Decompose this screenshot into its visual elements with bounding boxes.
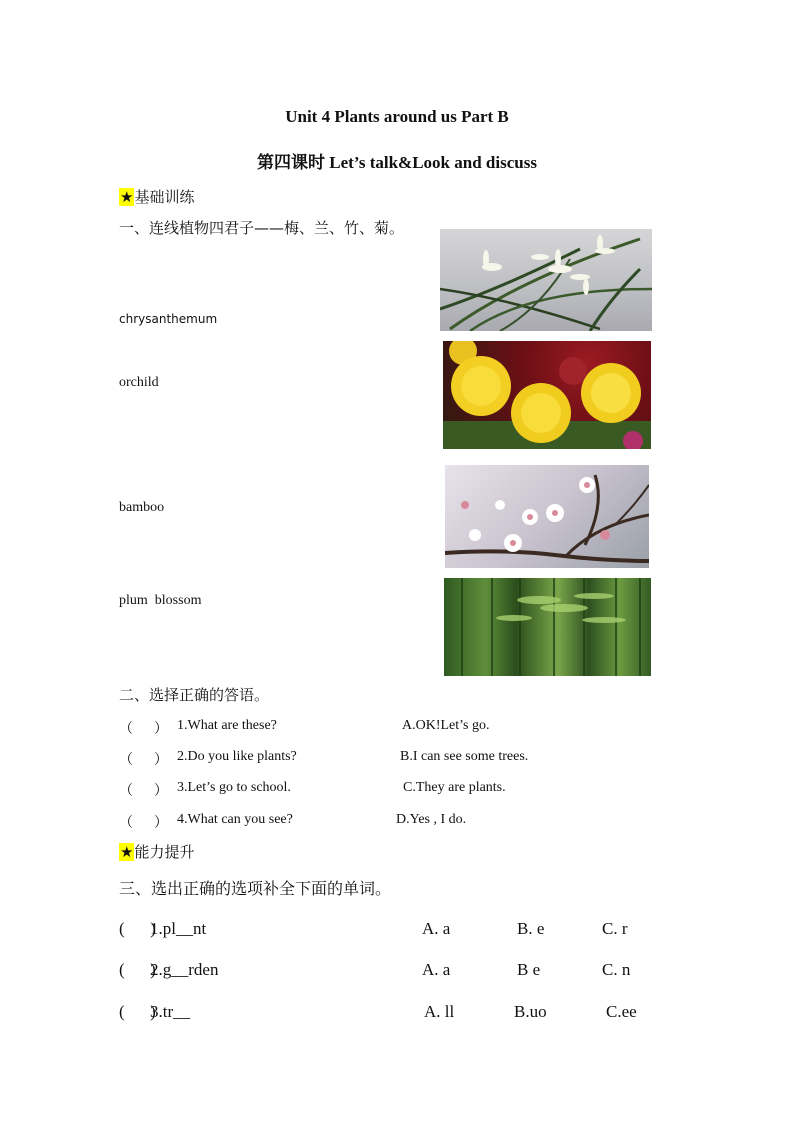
part2-question-4: 4.What can you see? [177, 812, 293, 827]
part3-question-2: 2.g__rden [150, 960, 219, 979]
section-basic-label: 基础训练 [134, 188, 195, 206]
part3-option-1c: C. r [602, 919, 628, 938]
part2-paren-3[interactable]: （ ） [119, 784, 168, 799]
part2-paren-4[interactable]: （ ） [119, 816, 168, 831]
bamboo-illustration [444, 578, 651, 676]
section-ability-label: 能力提升 [134, 843, 195, 861]
word-plum-blossom: plum blossom [119, 593, 202, 608]
bamboo-photo [444, 578, 651, 676]
part3-option-1a: A. a [422, 919, 451, 938]
part2-paren-2[interactable]: （ ） [119, 753, 168, 768]
part3-paren-3[interactable]: ( ) [119, 1002, 156, 1021]
part3-question-1: 1.pl__nt [150, 919, 207, 938]
part2-question-3: 3.Let’s go to school. [177, 780, 291, 795]
star-icon: ★ [120, 843, 134, 861]
part2-heading: 二、选择正确的答语。 [119, 686, 270, 704]
part1-heading: 一、连线植物四君子——梅、兰、竹、菊。 [119, 219, 405, 237]
word-orchild: orchild [119, 375, 159, 390]
section-basic-heading [119, 186, 194, 207]
chrysanthemum-illustration [443, 341, 651, 449]
part3-option-2b: B e [517, 960, 541, 979]
part3-paren-1[interactable]: ( ) [119, 919, 156, 938]
part3-option-3b: B.uo [514, 1002, 547, 1021]
part2-answer-c: C.They are plants. [403, 780, 506, 795]
page-subtitle: 第四课时 Let’s talk&Look and discuss [257, 153, 537, 172]
part2-answer-a: A.OK!Let’s go. [402, 718, 490, 733]
word-bamboo: bamboo [119, 500, 165, 515]
part3-option-2c: C. n [602, 960, 631, 979]
plum-blossom-illustration [445, 465, 649, 568]
part3-option-2a: A. a [422, 960, 451, 979]
part2-paren-1[interactable]: （ ） [119, 722, 168, 737]
part3-option-3a: A. ll [424, 1002, 455, 1021]
part3-option-1b: B. e [517, 919, 545, 938]
orchid-illustration [440, 229, 652, 331]
orchid-photo [440, 229, 652, 331]
page-title: Unit 4 Plants around us Part B [285, 107, 509, 126]
part3-paren-2[interactable]: ( ) [119, 960, 156, 979]
part2-answer-d: D.Yes , I do. [396, 812, 467, 827]
part2-question-1: 1.What are these? [177, 718, 277, 733]
part2-answer-b: B.I can see some trees. [400, 749, 529, 764]
section-ability-heading [119, 841, 194, 862]
part3-question-3: 3.tr__ [150, 1002, 191, 1021]
part3-option-3c: C.ee [606, 1002, 637, 1021]
plum-blossom-photo [445, 465, 649, 568]
part3-heading: 三、选出正确的选项补全下面的单词。 [119, 879, 392, 898]
word-chrysanthemum: chrysanthemum [119, 312, 218, 326]
chrysanthemum-photo [443, 341, 651, 449]
part2-question-2: 2.Do you like plants? [177, 749, 297, 764]
star-icon: ★ [120, 188, 134, 206]
